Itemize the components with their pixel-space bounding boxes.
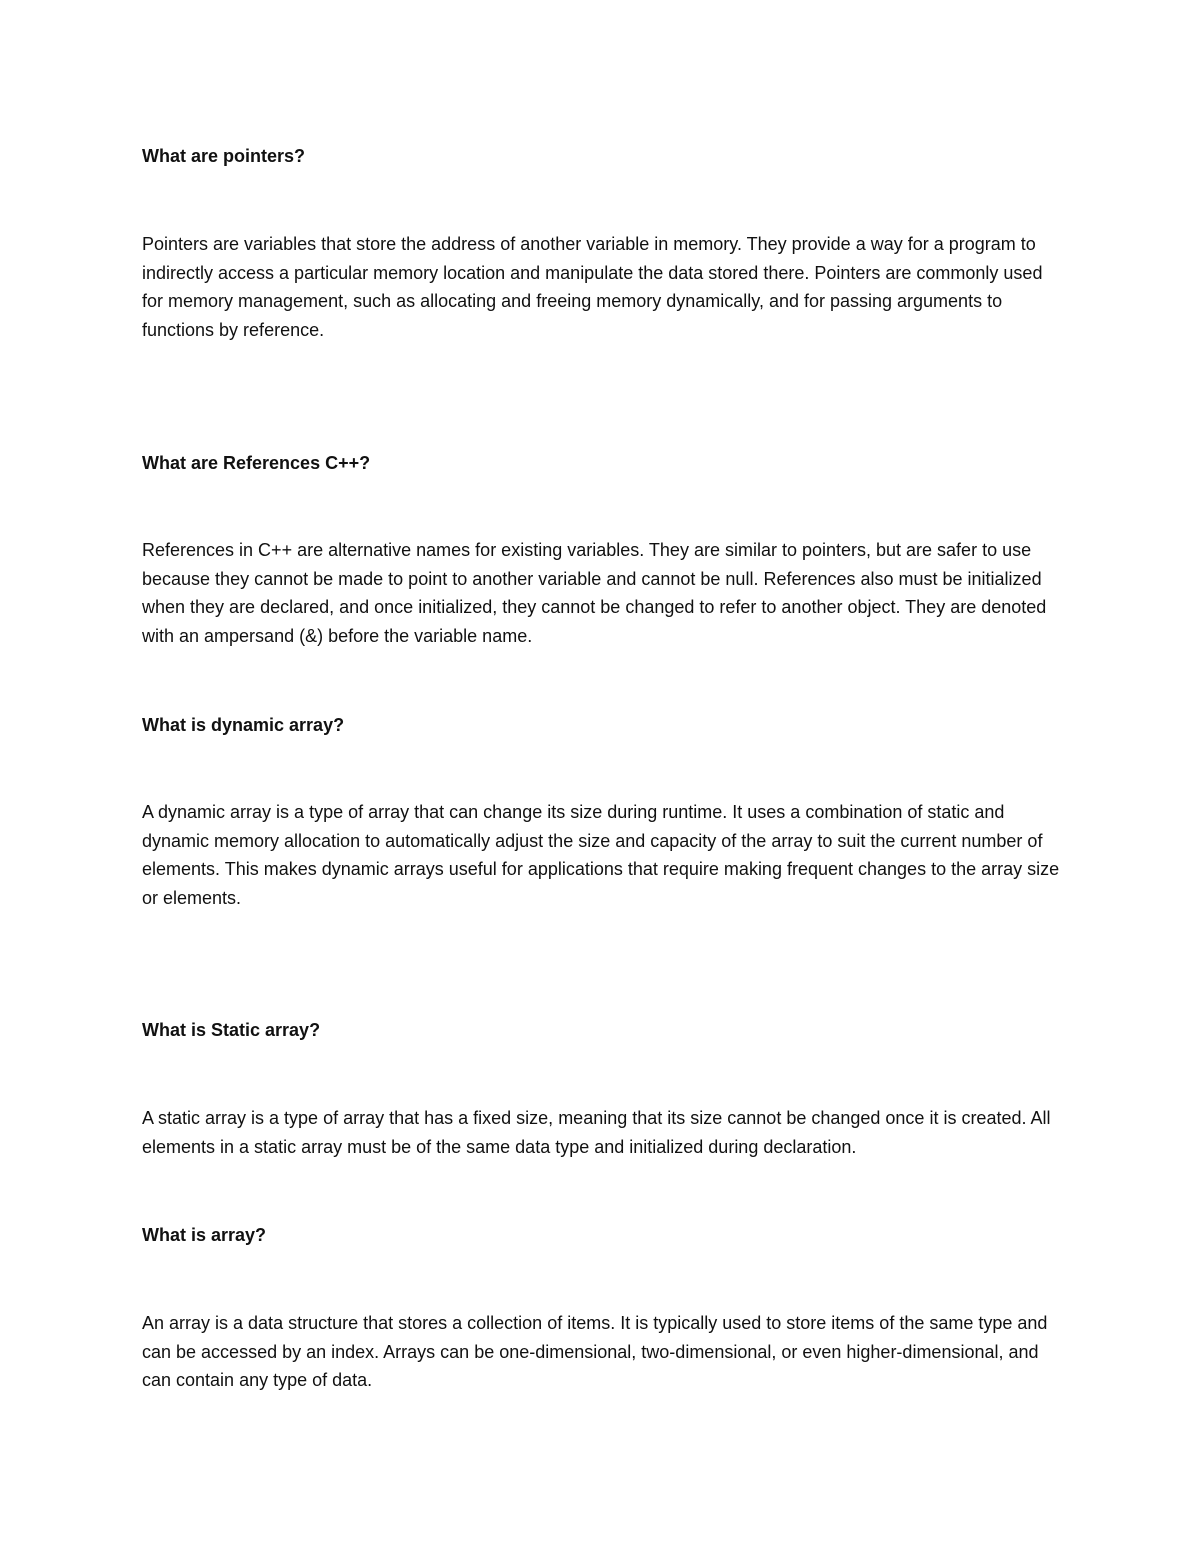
section-body-dynamic-array: A dynamic array is a type of array that can change its size during runtime. It uses a combination of static and dynamic memory allocation to automatically adjust the size and capacity of the array to suit the current number of elements. This makes dynamic arrays useful for applications that require making frequent changes to the array size or elements.: [142, 802, 1060, 908]
section-heading-dynamic-array: What is dynamic array?: [142, 715, 345, 735]
section-heading-pointers: What are pointers?: [142, 146, 306, 166]
section-heading-references: What are References C++?: [142, 453, 371, 473]
section-body-static-array: A static array is a type of array that has a fixed size, meaning that its size cannot be changed once it is created. All elements in a static array must be of the same data type and initialized during declaration.: [142, 1108, 1051, 1157]
section-body-references: References in C++ are alternative names for existing variables. They are similar to pointers, but are safer to use because they cannot be made to point to another variable and cannot be null. References also must be initialized when they are declared, and once initialized, they cannot be changed to refer to another object. They are denoted with an ampersand (&) before the variable name.: [142, 540, 1047, 646]
section-heading-array: What is array?: [142, 1225, 267, 1245]
section-body-array: An array is a data structure that stores a collection of items. It is typically used to store items of the same type and can be accessed by an index. Arrays can be one-dimensional, two-dimensional, or even higher-dimensional, and can contain any type of data.: [142, 1313, 1048, 1391]
section-heading-static-array: What is Static array?: [142, 1020, 321, 1040]
section-body-pointers: Pointers are variables that store the address of another variable in memory. They provide a way for a program to indirectly access a particular memory location and manipulate the data stored there. Pointers are commonly used for memory management, such as allocating and freeing memory dynamically, and for passing arguments to functions by reference.: [142, 234, 1043, 340]
